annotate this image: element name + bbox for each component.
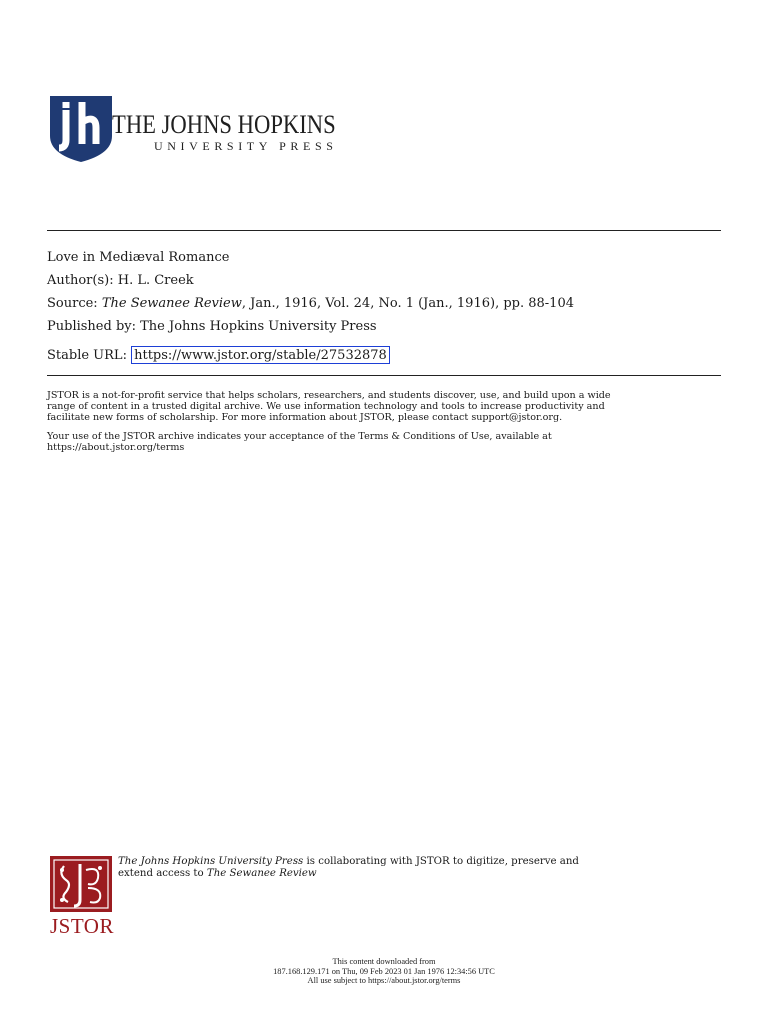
footer-line: All use subject to https://about.jstor.org/terms	[307, 976, 461, 986]
collab-text: is collaborating with JSTOR to digitize, preserve and	[303, 856, 579, 867]
stable-url-link[interactable]: https://www.jstor.org/stable/27532878	[131, 346, 390, 364]
terms-notice	[47, 431, 727, 453]
terms-link[interactable]: https://about.jstor.org/terms	[47, 442, 185, 453]
author-line	[47, 273, 194, 289]
notice-line: JSTOR is a not-for-profit service that helps scholars, researchers, and students discover, use, and build upon a wide	[47, 390, 611, 401]
article-title: Love in Mediæval Romance	[47, 250, 230, 265]
source-line	[47, 296, 574, 312]
source-label: Source:	[47, 296, 98, 311]
source-details: , Jan., 1916, Vol. 24, No. 1 (Jan., 1916), pp. 88-104	[241, 296, 574, 311]
jstor-wordmark: JSTOR	[50, 914, 114, 938]
footer-line: 187.168.129.171 on Thu, 09 Feb 2023 01 Jan 1976 12:34:56 UTC	[273, 966, 495, 976]
collaboration-statement	[118, 856, 579, 880]
collab-line-1	[118, 856, 579, 868]
stable-url-label: Stable URL:	[47, 348, 127, 363]
jhu-shield-icon	[50, 96, 112, 162]
collab-publisher: The Johns Hopkins University Press	[118, 856, 304, 867]
publisher-label: Published by:	[47, 319, 136, 334]
jstor-emblem-icon	[50, 856, 112, 912]
publisher-value: The Johns Hopkins University Press	[140, 319, 377, 334]
jstor-logo	[50, 856, 114, 936]
collab-journal: The Sewanee Review	[206, 868, 317, 879]
notice-line: range of content in a trusted digital archive. We use information technology and tools to increase productivity and	[47, 401, 605, 412]
footer-line: This content downloaded from	[332, 957, 436, 966]
collab-text: extend access to	[118, 868, 207, 879]
bottom-divider	[47, 375, 721, 376]
journal-name: The Sewanee Review	[101, 296, 242, 311]
notice-line: facilitate new forms of scholarship. For more information about JSTOR, please contact support@jstor.org.	[47, 412, 563, 423]
stable-url-line	[47, 346, 390, 364]
download-footer	[184, 957, 584, 986]
author-value: H. L. Creek	[117, 273, 194, 288]
collab-line-2	[118, 868, 579, 880]
notice-line: Your use of the JSTOR archive indicates your acceptance of the Terms & Conditions of Use, available at	[47, 431, 552, 442]
logo-title: THE JOHNS HOPKINS	[112, 110, 336, 139]
publisher-line	[47, 319, 377, 335]
logo-subtitle: UNIVERSITY PRESS	[154, 139, 338, 153]
author-label: Author(s):	[47, 273, 114, 288]
jhu-press-logo	[50, 96, 350, 166]
jstor-notice	[47, 390, 727, 423]
top-divider	[47, 230, 721, 231]
